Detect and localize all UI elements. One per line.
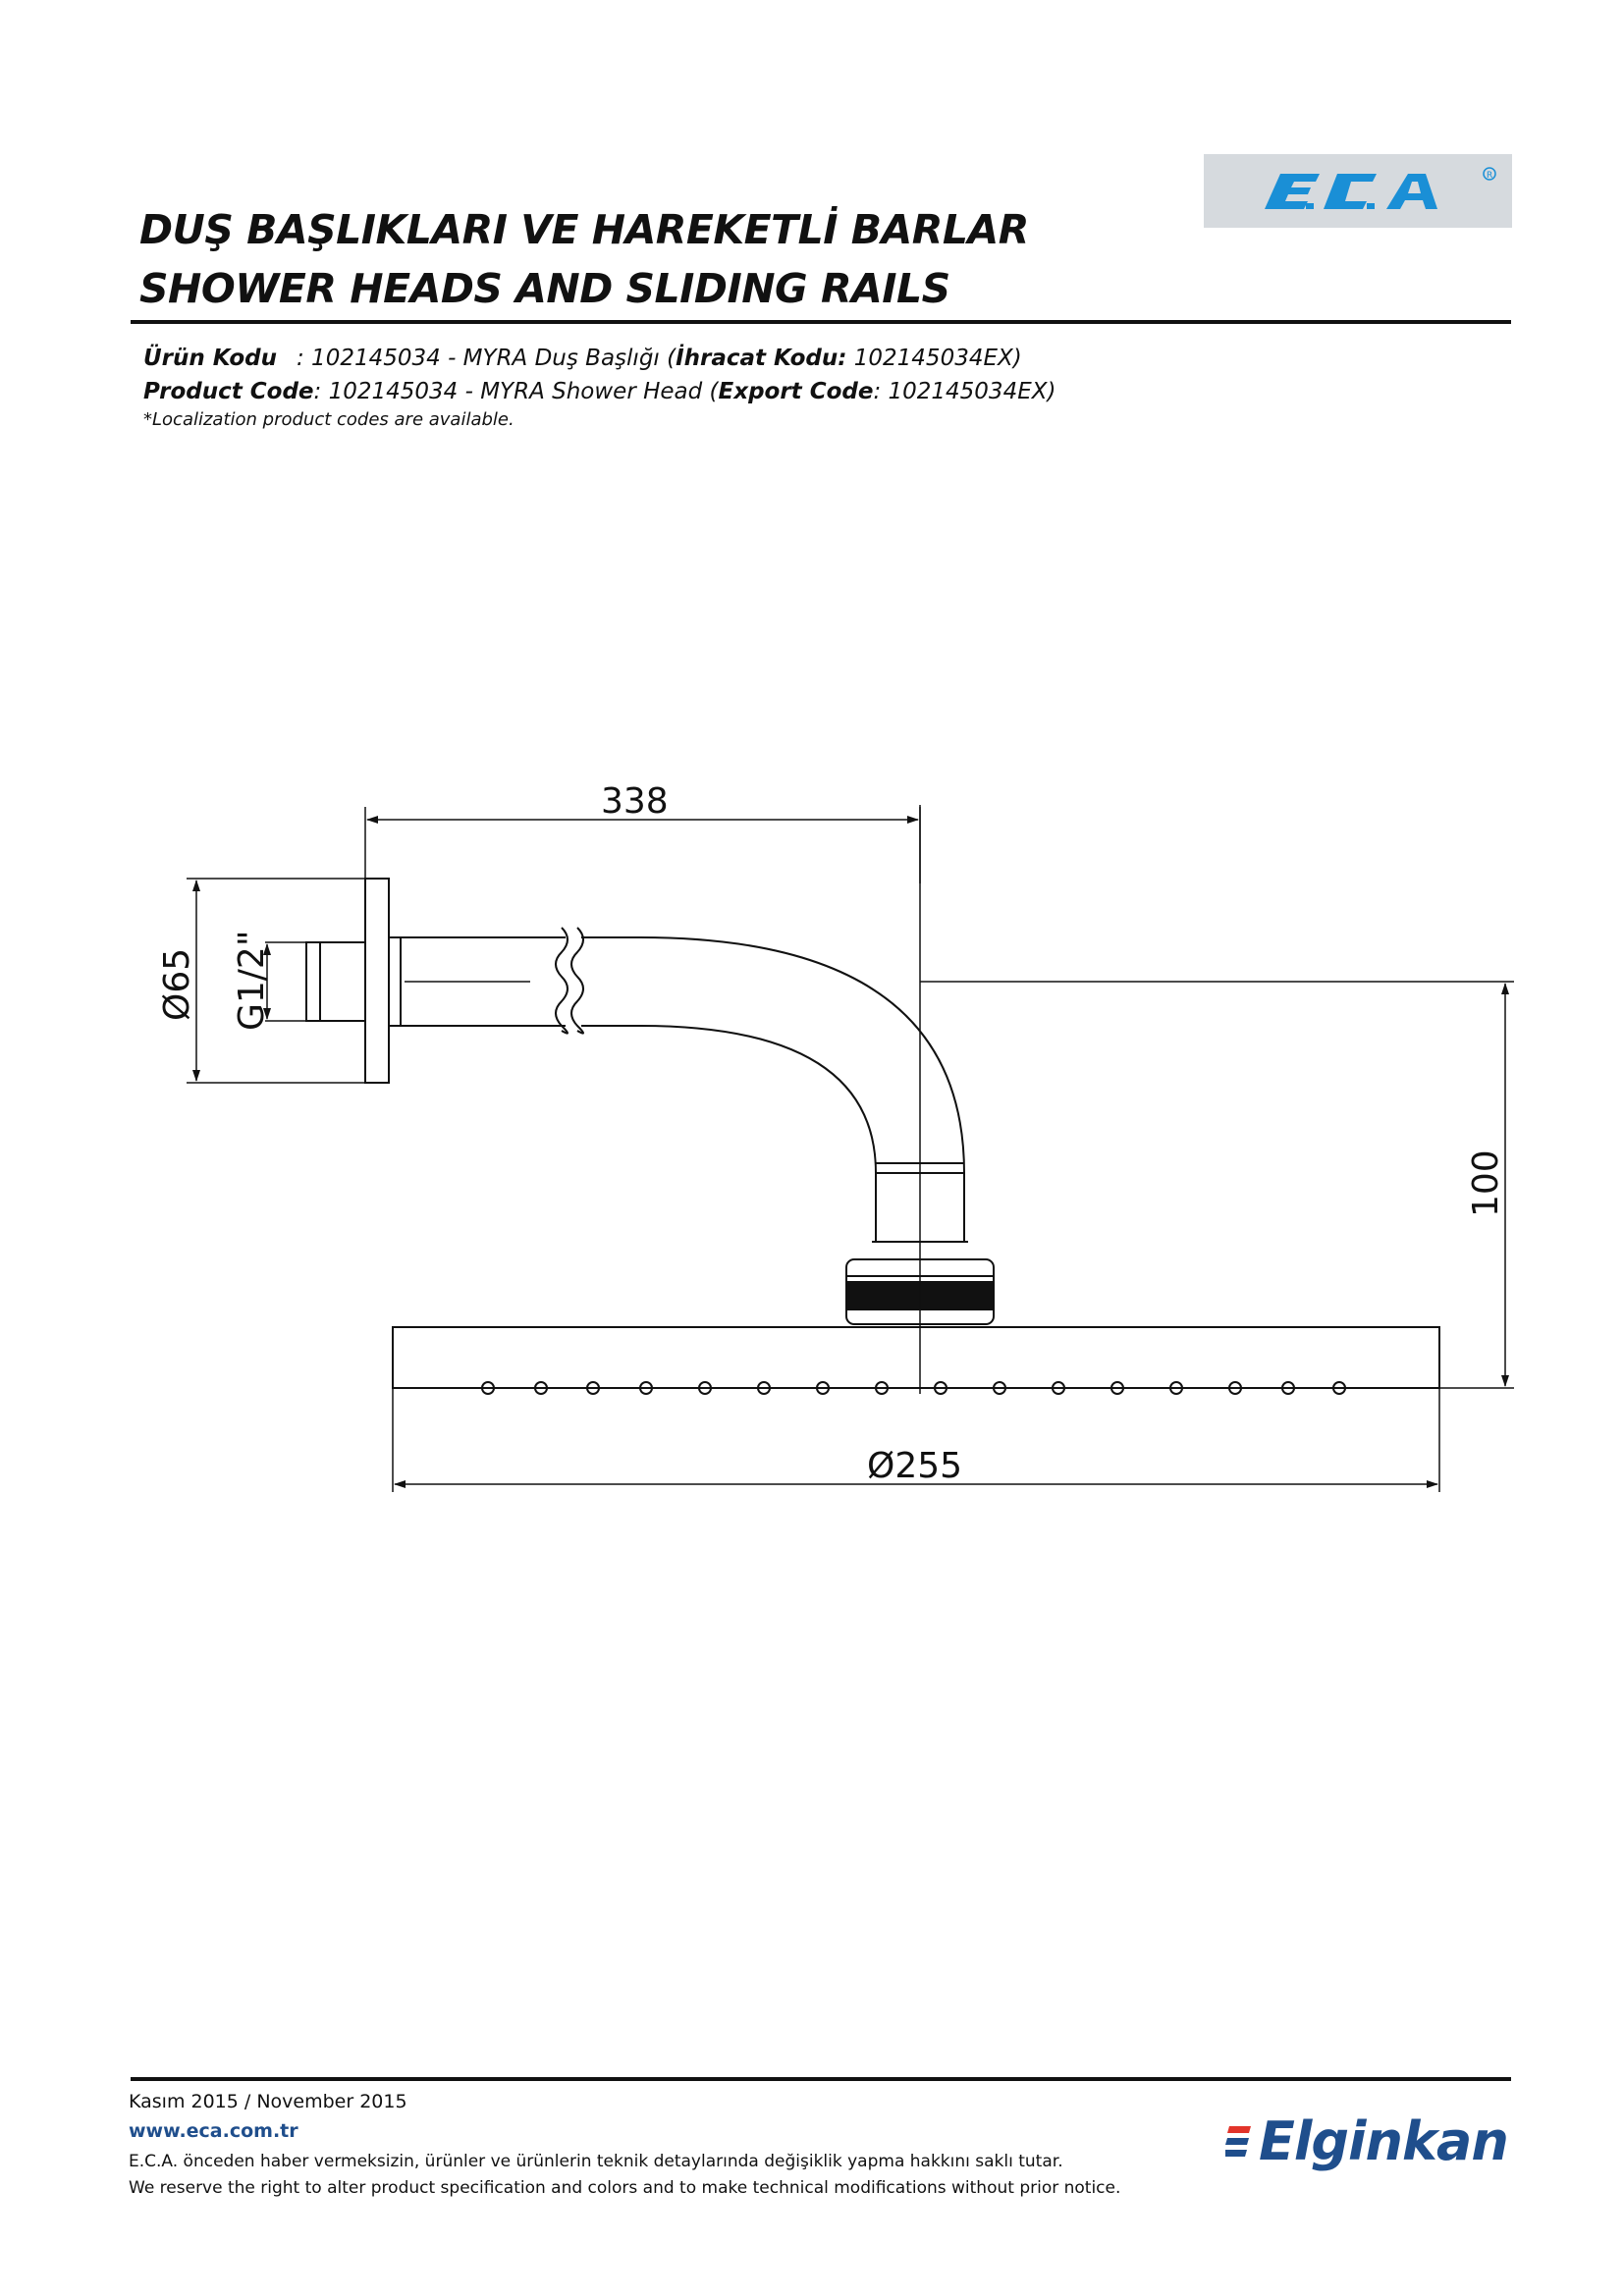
dim-height-label: 100 <box>1466 1149 1506 1217</box>
disclaimer-en: We reserve the right to alter product specification and colors and to make technical modifications without prior notice. <box>129 2178 1121 2198</box>
dim-head-label: Ø255 <box>867 1446 963 1486</box>
dim-length-label: 338 <box>601 781 669 822</box>
product-code-value-en: : 102145034 - MYRA Shower Head ( <box>313 379 719 404</box>
footer-divider <box>131 2077 1511 2081</box>
export-code-value-tr: 102145034EX) <box>846 346 1022 371</box>
export-code-value-en: : 102145034EX) <box>873 379 1056 404</box>
arm-collar <box>389 937 401 1026</box>
dim-thread-label: G1/2" <box>232 930 272 1031</box>
dim-flange-label: Ø65 <box>157 947 197 1021</box>
page-title-tr: DUŞ BAŞLIKLARI VE HAREKETLİ BARLAR <box>139 206 1029 253</box>
thread-connector <box>306 942 365 1021</box>
product-code-label-en: Product Code <box>143 379 314 404</box>
wall-flange <box>365 879 389 1083</box>
svg-text:R: R <box>1487 171 1493 181</box>
disclaimer-tr: E.C.A. önceden haber vermeksizin, ürünler ve ürünlerin teknik detaylarında değişiklik yapma hakkını saklı tutar. <box>129 2152 1063 2171</box>
website-link[interactable]: www.eca.com.tr <box>129 2120 298 2142</box>
elginkan-wordmark: Elginkan <box>1259 2110 1508 2172</box>
product-code-label-tr: Ürün Kodu <box>143 346 277 371</box>
publication-date: Kasım 2015 / November 2015 <box>129 2091 407 2112</box>
page-title-en: SHOWER HEADS AND SLIDING RAILS <box>139 265 950 312</box>
export-code-label-en: Export Code <box>718 379 874 404</box>
break-mark <box>556 928 568 1034</box>
product-code-value-tr: : 102145034 - MYRA Duş Başlığı ( <box>297 346 677 371</box>
export-code-label-tr: İhracat Kodu: <box>676 346 847 371</box>
shower-head-plate <box>393 1327 1439 1388</box>
localization-note: *Localization product codes are available. <box>143 409 514 430</box>
elginkan-mark-icon <box>1225 2124 1251 2160</box>
